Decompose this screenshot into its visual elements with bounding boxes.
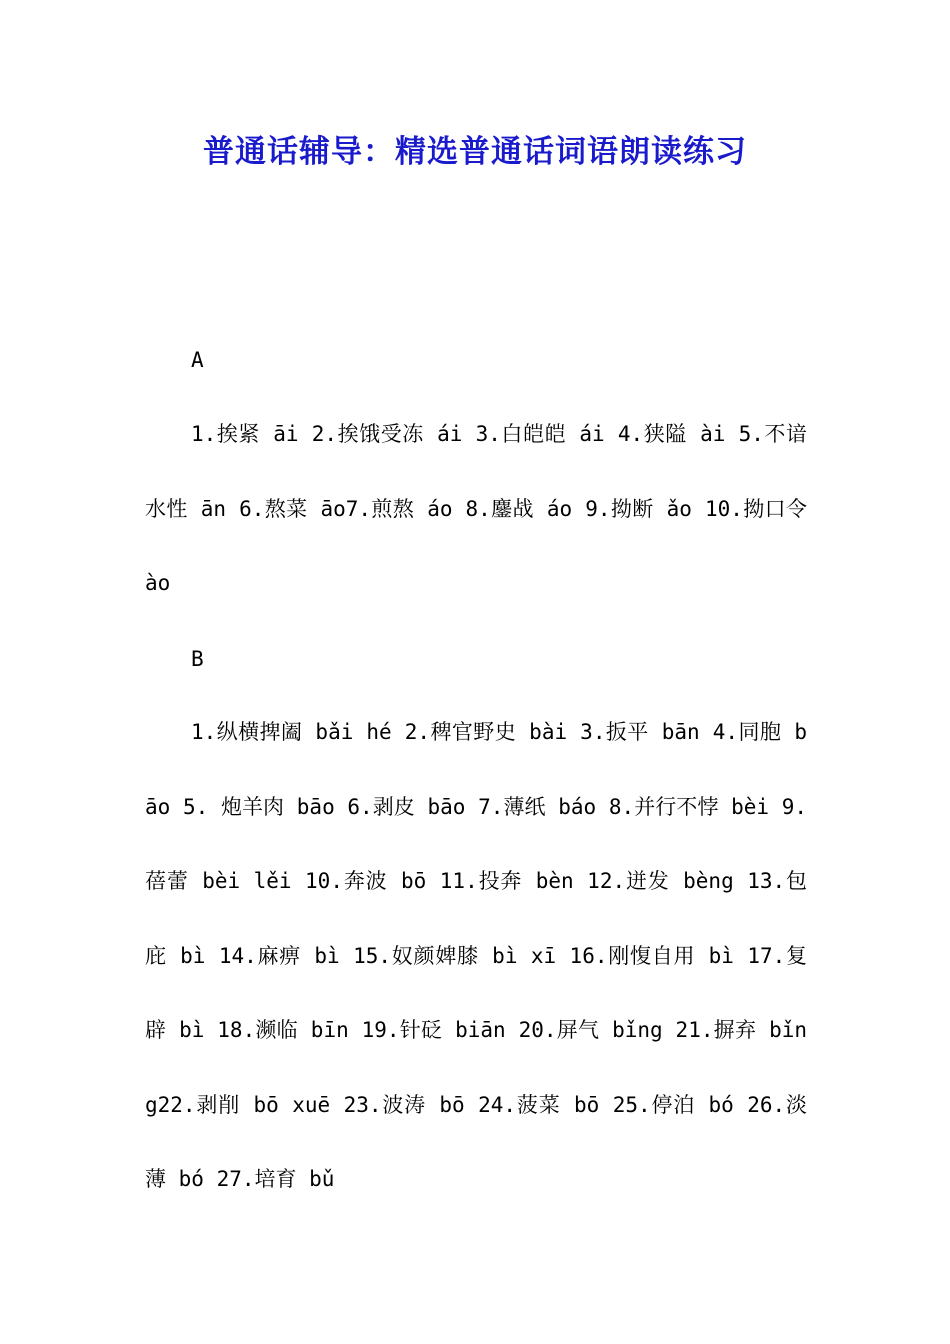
section-a-paragraph: 1.挨紧 āi 2.挨饿受冻 ái 3.白皑皑 ái 4.狭隘 ài 5.不谙水性 ān 6.熬菜 āo7.煎熬 áo 8.鏖战 áo 9.拗断 ǎo 10.拗口令 ào: [145, 422, 807, 595]
section-b-paragraph: 1.纵横捭阖 bǎi hé 2.稗官野史 bài 3.扳平 bān 4.同胞 bāo 5. 炮羊肉 bāo 6.剥皮 bāo 7.薄纸 báo 8.并行不悖 bèi 9.蓓蕾 bèi lěi 10.奔波 bō 11.投奔 bèn 12.迸发 bèng 13.包庇 bì 14.麻痹 bì 15.奴颜婢膝 bì xī 16.刚愎自用 bì 17.复辟 bì 18.濒临 bīn 19.针砭 biān 20.屏气 bǐng 21.摒弃 bǐng22.剥削 bō xuē 23.波涛 bō 24.菠菜 bō 25.停泊 bó 26.淡薄 bó 27.培育 bǔ: [145, 720, 807, 1191]
section-label-b: B: [191, 647, 204, 671]
document-title: 普通话辅导：精选普通话词语朗读练习: [203, 134, 747, 170]
section-label-a: A: [191, 348, 204, 372]
